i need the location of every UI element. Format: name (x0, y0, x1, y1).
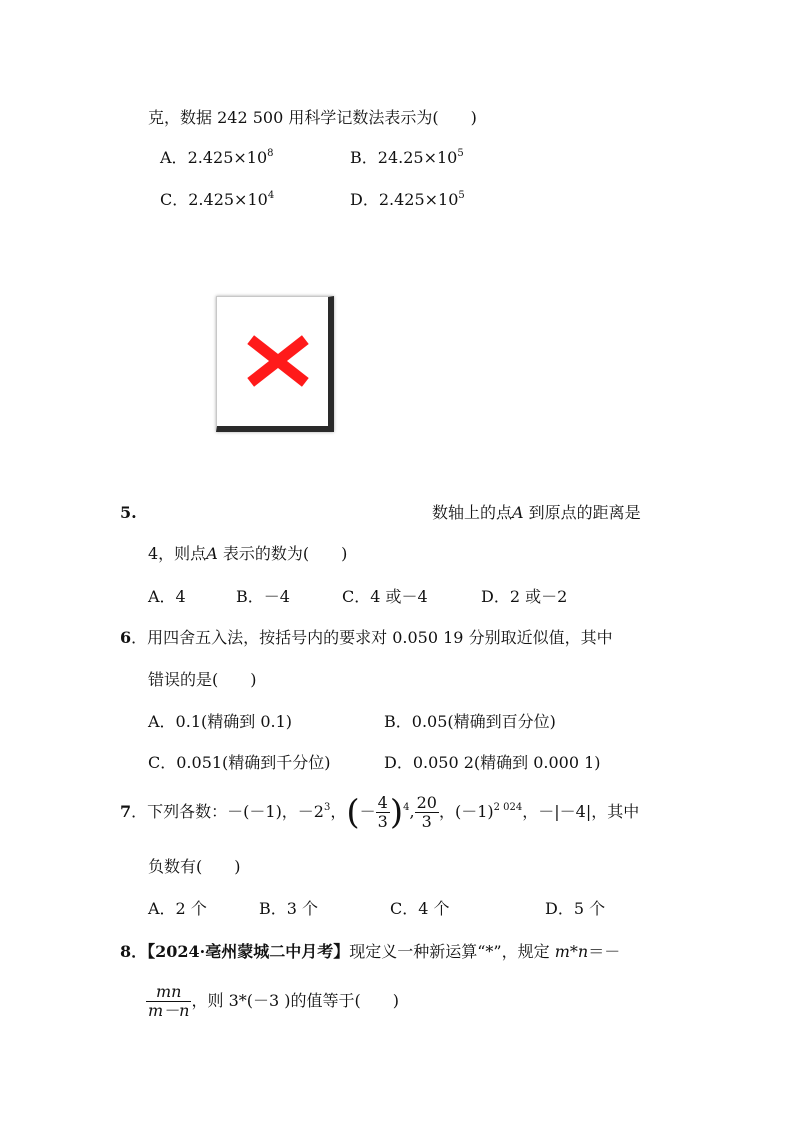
q8-stem-line1: 8．【2024·亳州蒙城二中月考】现定义一种新运算“*”，规定 m*n＝－ (120, 942, 621, 961)
q4-option-a: A．$2.425\times 10^8$ (160, 148, 274, 167)
q6-option-b: B．0.05(精确到百分位) (384, 712, 556, 731)
q7-option-d: D．5 个 (545, 899, 606, 918)
q8-stem-line2: $\frac{mn}{m-n}$ ，则 3*(－3 )的值等于( ) (148, 982, 399, 1020)
q7-fraction-4-3: $\frac{4}{3}$ (377, 793, 388, 831)
q7-stem-line2: 负数有( ) (148, 857, 241, 876)
q6-option-a: A．0.1(精确到 0.1) (148, 712, 293, 731)
q6-stem-line1: 6．用四舍五入法，按括号内的要求对 0.050 19 分别取近似值，其中 (120, 628, 613, 647)
q7-option-b: B．3 个 (259, 899, 319, 918)
q6-option-d: D．0.050 2(精确到 0.000 1) (384, 753, 601, 772)
q8-source: ．【2024·亳州蒙城二中月考】 (131, 942, 350, 961)
q5-option-a: A．4 (148, 587, 186, 606)
broken-image-icon (217, 297, 329, 427)
q4-option-b: B．$24.25\times 10^5$ (350, 148, 464, 167)
q7-stem-line1: 7．下列各数：－(－1)，$-2^3$，(－ $\frac{4}{3}$ )$^4$, $\frac{20}{3}$ ，$(-1)^{2 024}$，－|－4|，其中 (120, 792, 640, 833)
q8-fraction: $\frac{mn}{m-n}$ (148, 982, 190, 1020)
q5-option-d: D．2 或－2 (481, 587, 568, 606)
q7-option-a: A．2 个 (148, 899, 207, 918)
q7-fraction-20-3: $\frac{20}{3}$ (416, 793, 437, 831)
q5-stem-line1: 数轴上的点A 到原点的距离是 (432, 503, 641, 522)
q5-option-b: B．－4 (236, 587, 290, 606)
q7-option-c: C．4 个 (390, 899, 450, 918)
q4-stem: 克，数据 242 500 用科学记数法表示为( ) (148, 108, 477, 127)
q6-option-c: C．0.051(精确到千分位) (148, 753, 331, 772)
q4-option-c: C．$2.425\times 10^4$ (160, 190, 275, 209)
q4-option-d: D．$2.425\times 10^5$ (350, 190, 465, 209)
q6-stem-line2: 错误的是( ) (148, 670, 257, 689)
q5-stem-line2: 4，则点A 表示的数为( ) (148, 544, 348, 563)
q6-number: 6 (120, 628, 132, 647)
q5-number: 5. (120, 503, 137, 522)
q5-option-c: C．4 或－4 (342, 587, 428, 606)
broken-image-placeholder (216, 296, 334, 432)
q8-number: 8 (120, 942, 132, 961)
q7-number: 7 (120, 802, 132, 821)
